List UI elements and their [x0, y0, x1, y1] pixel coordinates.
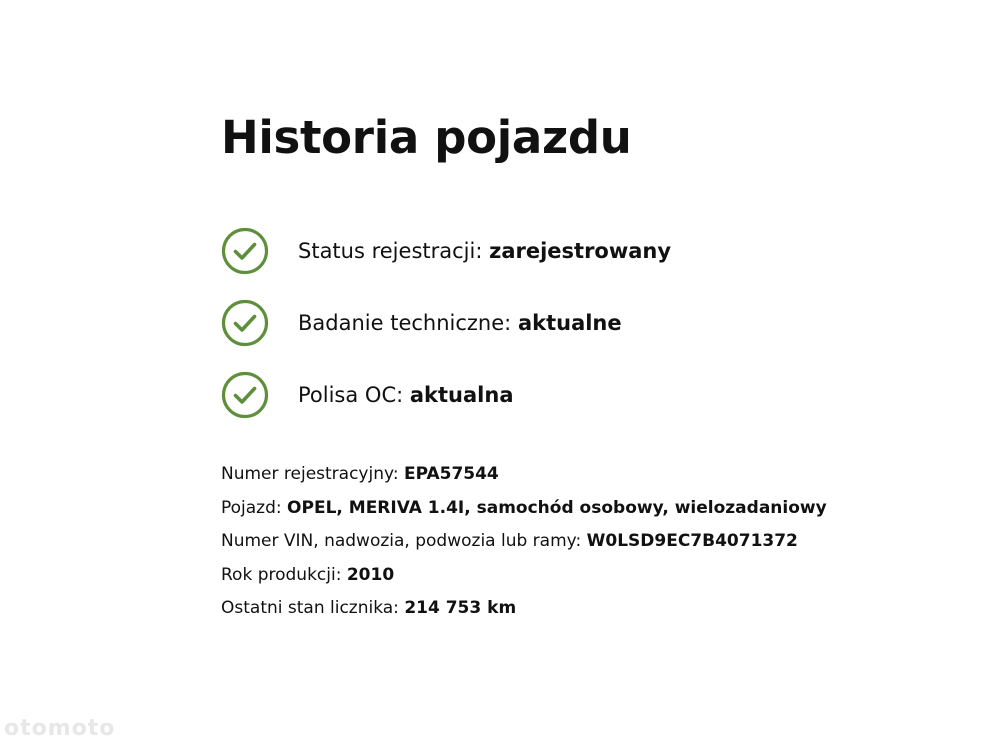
- check-label: Badanie techniczne:: [298, 311, 512, 335]
- status-checks: [221, 226, 961, 420]
- check-circle-icon: [221, 299, 269, 347]
- detail-vin: [221, 531, 961, 551]
- check-text-registration: [298, 239, 671, 263]
- detail-production-year: [221, 565, 961, 585]
- detail-value: 2010: [346, 564, 395, 585]
- detail-value: OPEL, MERIVA 1.4I, samochód osobowy, wielozadaniowy: [287, 497, 827, 518]
- detail-registration-number: [221, 464, 961, 484]
- check-row-registration: [221, 226, 961, 276]
- check-text-insurance: [298, 383, 514, 407]
- check-row-insurance: [221, 370, 961, 420]
- detail-label: Numer VIN, nadwozia, podwozia lub ramy:: [221, 531, 582, 551]
- detail-value: W0LSD9EC7B4071372: [586, 531, 798, 551]
- detail-label: Pojazd:: [221, 497, 282, 518]
- check-circle-icon: [221, 371, 269, 419]
- check-label: Polisa OC:: [298, 383, 404, 407]
- detail-label: Ostatni stan licznika:: [221, 598, 399, 618]
- check-circle-icon: [221, 227, 269, 275]
- watermark-logo: otomoto: [4, 716, 116, 741]
- check-row-inspection: [221, 298, 961, 348]
- check-label: Status rejestracji:: [298, 239, 483, 263]
- detail-vehicle: [221, 498, 961, 518]
- detail-value: EPA57544: [403, 464, 499, 484]
- check-value: zarejestrowany: [489, 239, 672, 263]
- vehicle-details: [221, 464, 961, 618]
- detail-odometer: [221, 598, 961, 618]
- detail-label: Numer rejestracyjny:: [221, 464, 399, 484]
- detail-value: 214 753 km: [404, 598, 517, 618]
- detail-label: Rok produkcji:: [221, 564, 342, 585]
- page-title: Historia pojazdu: [221, 111, 632, 164]
- check-value: aktualna: [409, 383, 514, 407]
- vehicle-history-panel: [221, 112, 961, 632]
- check-value: aktualne: [517, 311, 622, 335]
- check-text-inspection: [298, 311, 622, 335]
